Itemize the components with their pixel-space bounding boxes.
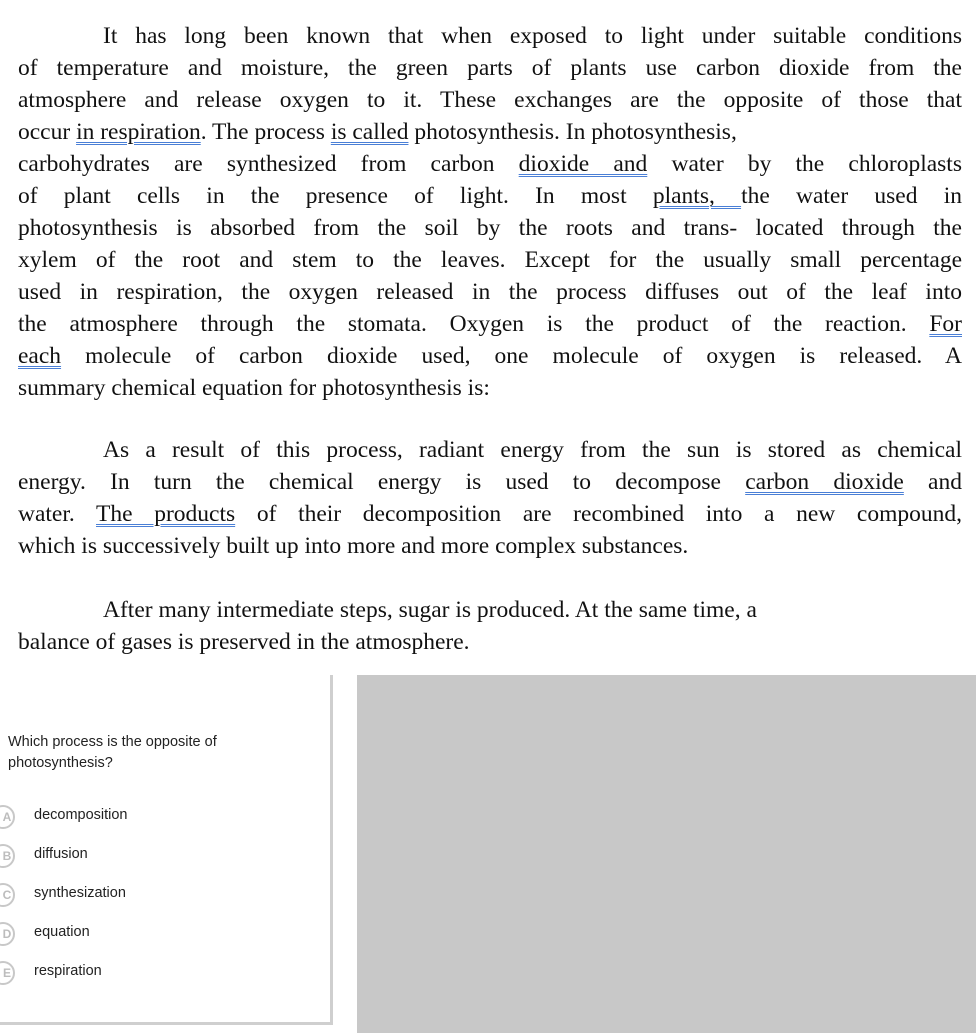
text-segment: summary chemical equation for photosynthesis is: [18,375,490,401]
passage-line [18,84,962,116]
text-segment: carbohydrates are synthesized from carbon [18,151,519,177]
passage-line [18,372,962,404]
passage-line [18,276,962,308]
passage-line [103,594,962,626]
text-segment: the water used in [741,183,962,209]
option-letter: A [2,810,12,824]
option-label: respiration [34,963,102,979]
option-radio-icon[interactable] [0,961,15,985]
answer-option-c[interactable] [0,881,320,911]
text-segment: photosynthesis is absorbed from the soil by the roots and trans- located through the [18,215,962,241]
text-segment: used in respiration, the oxygen released in the process diffuses out of the leaf into [18,279,962,305]
passage-line [18,212,962,244]
question-card [0,675,333,1025]
option-letter: B [2,849,12,863]
text-segment: molecule of carbon dioxide used, one molecule of oxygen is released. A [61,343,962,369]
spellcheck-underlined-text: dioxide and [518,151,648,177]
text-segment: balance of gases is preserved in the atmosphere. [18,629,470,655]
passage-line [18,626,962,658]
option-label: equation [34,924,90,940]
answer-option-b[interactable] [0,842,320,872]
spellcheck-underlined-text: carbon dioxide [745,469,904,495]
text-segment: the atmosphere through the stomata. Oxygen is the product of the reaction. [18,311,930,337]
passage-line [103,20,962,52]
answer-option-a[interactable] [0,803,320,833]
text-segment: of their decomposition are recombined into a new compound, [235,501,963,527]
option-letter: C [2,888,12,902]
question-text: Which process is the opposite of photosynthesis? [8,734,217,771]
text-segment: which is successively built up into more and more complex substances. [18,533,689,559]
passage-line [18,466,962,498]
answer-option-e[interactable] [0,959,320,989]
spellcheck-underlined-text: in respiration [76,119,201,145]
option-label: diffusion [34,846,88,862]
answer-option-d[interactable] [0,920,320,950]
passage-line [18,116,962,148]
text-segment: photosynthesis. In photosynthesis, [408,119,737,145]
option-label: decomposition [34,807,128,823]
text-segment: energy. In turn the chemical energy is used to decompose [18,469,746,495]
text-segment: As a result of this process, radiant energy from the sun is stored as chemical [103,437,962,463]
option-radio-icon[interactable] [0,922,15,946]
text-segment: water. [18,501,97,527]
text-segment: water by the chloroplasts [647,151,962,177]
text-segment: xylem of the root and stem to the leaves. Except for the usually small percentage [18,247,962,273]
passage-line [103,434,962,466]
passage-line [18,530,962,562]
passage-line [18,180,962,212]
text-segment: After many intermediate steps, sugar is produced. At the same time, a [103,597,757,623]
text-segment: and [903,469,962,495]
option-label: synthesization [34,885,126,901]
text-segment: of temperature and moisture, the green parts of plants use carbon dioxide from the [18,55,962,81]
spellcheck-underlined-text: For [929,311,962,337]
passage-line [18,498,962,530]
option-radio-icon[interactable] [0,805,15,829]
option-letter: D [2,927,12,941]
spellcheck-underlined-text: The products [96,501,236,527]
text-segment: . The process [200,119,331,145]
option-letter: E [2,966,11,980]
text-segment: atmosphere and release oxygen to it. These exchanges are the opposite of those that [18,87,962,113]
option-radio-icon[interactable] [0,883,15,907]
spellcheck-underlined-text: is called [330,119,409,145]
text-segment: occur [18,119,77,145]
text-segment: of plant cells in the presence of light. In most [18,183,653,209]
option-radio-icon[interactable] [0,844,15,868]
spellcheck-underlined-text: plants, [652,183,742,209]
passage-line [18,244,962,276]
spellcheck-underlined-text: each [18,343,62,369]
passage-line [18,52,962,84]
passage-line [18,308,962,340]
blank-panel [357,675,976,1033]
text-segment: It has long been known that when exposed to light under suitable conditions [103,23,962,49]
passage-line [18,340,962,372]
passage-line [18,148,962,180]
